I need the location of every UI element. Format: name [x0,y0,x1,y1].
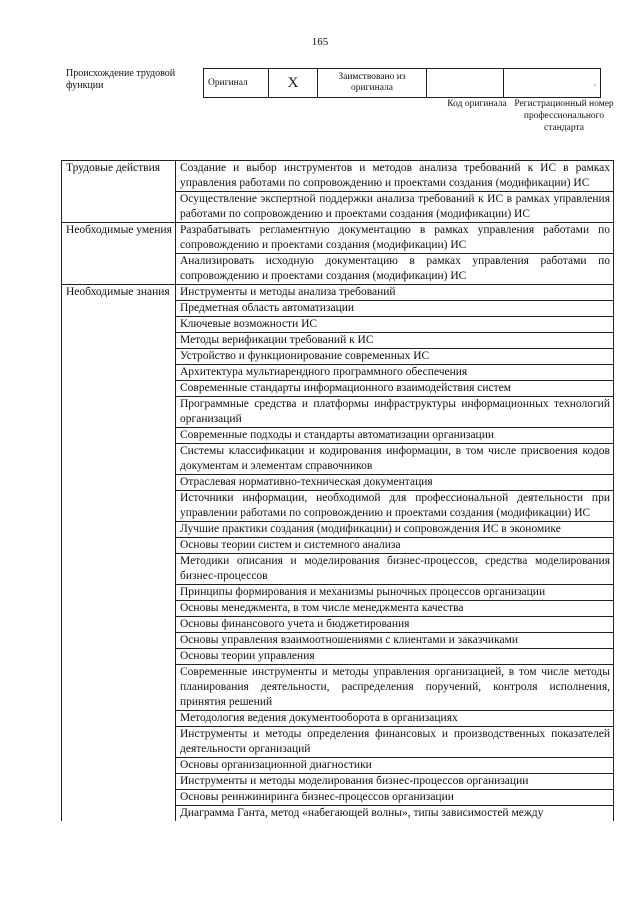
table-row [62,444,614,475]
section-title-continuation [62,333,176,349]
section-item: Основы управления взаимоотношениями с клиентами и заказчиками [176,633,614,649]
section-title-continuation [62,633,176,649]
table-row [62,397,614,428]
section-item: Основы менеджмента, в том числе менеджмента качества [176,601,614,617]
table-row [62,617,614,633]
origin-label: Происхождение трудовой функции [66,68,176,91]
section-title-continuation [62,444,176,475]
reg-number-caption: Регистрационный номер профессионального стандарта [514,99,614,133]
table-row [62,349,614,365]
section-item: Принципы формирования и механизмы рыночных процессов организации [176,585,614,601]
table-row [62,285,614,301]
section-title-continuation [62,349,176,365]
section-item: Разрабатывать регламентную документацию в рамках управления работами по сопровождению и проектами создания (модификации) ИС [176,223,614,254]
original-cell: Оригинал [204,69,269,98]
borrowed-cell: Заимствовано из оригинала [318,69,427,98]
section-item: Современные инструменты и методы управления организацией, в том числе методы планирования деятельности, распределения поручений, контроля исполнения, принятия решений [176,665,614,711]
code-cell [427,69,504,98]
section-title: Трудовые действия [62,161,176,192]
table-row [62,633,614,649]
section-item: Архитектура мультиарендного программного обеспечения [176,365,614,381]
table-row [62,161,614,192]
table-row [62,585,614,601]
table-row [62,365,614,381]
table-row [62,317,614,333]
section-item: Ключевые возможности ИС [176,317,614,333]
table-row [62,758,614,774]
section-title-continuation [62,475,176,491]
table-row [62,649,614,665]
section-item: Основы организационной диагностики [176,758,614,774]
section-title-continuation [62,554,176,585]
page-number: 165 [311,36,329,48]
section-item: Инструменты и методы анализа требований [176,285,614,301]
table-row [62,554,614,585]
original-mark: X [269,69,318,98]
section-item: Источники информации, необходимой для профессиональной деятельности при управлении работами по сопровождению и проектами создания (модификации) ИС [176,491,614,522]
table-row [62,475,614,491]
table-row [62,301,614,317]
section-title-continuation [62,774,176,790]
section-title: Необходимые умения [62,223,176,254]
section-item: Методы верификации требований к ИС [176,333,614,349]
section-title-continuation [62,806,176,822]
section-item: Современные подходы и стандарты автоматизации организации [176,428,614,444]
reg-number-cell: , [504,69,601,98]
section-title-continuation [62,491,176,522]
section-item: Анализировать исходную документацию в рамках управления работами по сопровождению и проектами создания (модификации) ИС [176,254,614,285]
section-title-continuation [62,254,176,285]
section-item: Методология ведения документооборота в организациях [176,711,614,727]
code-caption: Код оригинала [447,99,507,109]
table-row [62,790,614,806]
section-title-continuation [62,617,176,633]
section-title-continuation [62,192,176,223]
section-title-continuation [62,317,176,333]
section-item: Лучшие практики создания (модификации) и сопровождения ИС в экономике [176,522,614,538]
table-row [62,665,614,711]
section-title-continuation [62,365,176,381]
table-row [62,774,614,790]
section-item: Диаграмма Ганта, метод «набегающей волны», типы зависимостей между [176,806,614,822]
table-row [62,727,614,758]
section-title-continuation [62,758,176,774]
section-item: Основы теории систем и системного анализа [176,538,614,554]
table-row [62,192,614,223]
section-title-continuation [62,301,176,317]
section-title-continuation [62,665,176,711]
table-row [62,381,614,397]
table-row [62,711,614,727]
section-item: Инструменты и методы определения финансовых и производственных показателей деятельности организаций [176,727,614,758]
section-title-continuation [62,649,176,665]
section-item: Основы теории управления [176,649,614,665]
section-item: Методики описания и моделирования бизнес-процессов, средства моделирования бизнес-процессов [176,554,614,585]
section-item: Программные средства и платформы инфраструктуры информационных технологий организаций [176,397,614,428]
section-title-continuation [62,381,176,397]
table-row [62,223,614,254]
table-row [62,601,614,617]
section-item: Инструменты и методы моделирования бизнес-процессов организации [176,774,614,790]
section-item: Создание и выбор инструментов и методов анализа требований к ИС в рамках управления работами по сопровождению и проектами создания (модификации) ИС [176,161,614,192]
section-title-continuation [62,522,176,538]
section-item: Системы классификации и кодирования информации, в том числе присвоения кодов документам и элементам справочников [176,444,614,475]
table-row [62,491,614,522]
section-item: Основы реинжиниринга бизнес-процессов организации [176,790,614,806]
table-row [62,538,614,554]
origin-table [203,68,601,98]
section-item: Основы финансового учета и бюджетирования [176,617,614,633]
section-title-continuation [62,428,176,444]
table-row [62,522,614,538]
section-title-continuation [62,585,176,601]
section-title-continuation [62,601,176,617]
section-item: Отраслевая нормативно-техническая документация [176,475,614,491]
section-title-continuation [62,790,176,806]
section-title-continuation [62,711,176,727]
section-item: Современные стандарты информационного взаимодействия систем [176,381,614,397]
table-row [62,333,614,349]
section-item: Осуществление экспертной поддержки анализа требований к ИС в рамках управления работами по сопровождению и проектами создания (модификации) ИС [176,192,614,223]
section-title-continuation [62,397,176,428]
section-title-continuation [62,538,176,554]
table-row [62,806,614,822]
table-row [62,428,614,444]
section-item: Устройство и функционирование современных ИС [176,349,614,365]
function-details-body [62,161,614,822]
section-title: Необходимые знания [62,285,176,301]
section-title-continuation [62,727,176,758]
section-item: Предметная область автоматизации [176,301,614,317]
function-details-table [61,160,614,821]
table-row [62,254,614,285]
